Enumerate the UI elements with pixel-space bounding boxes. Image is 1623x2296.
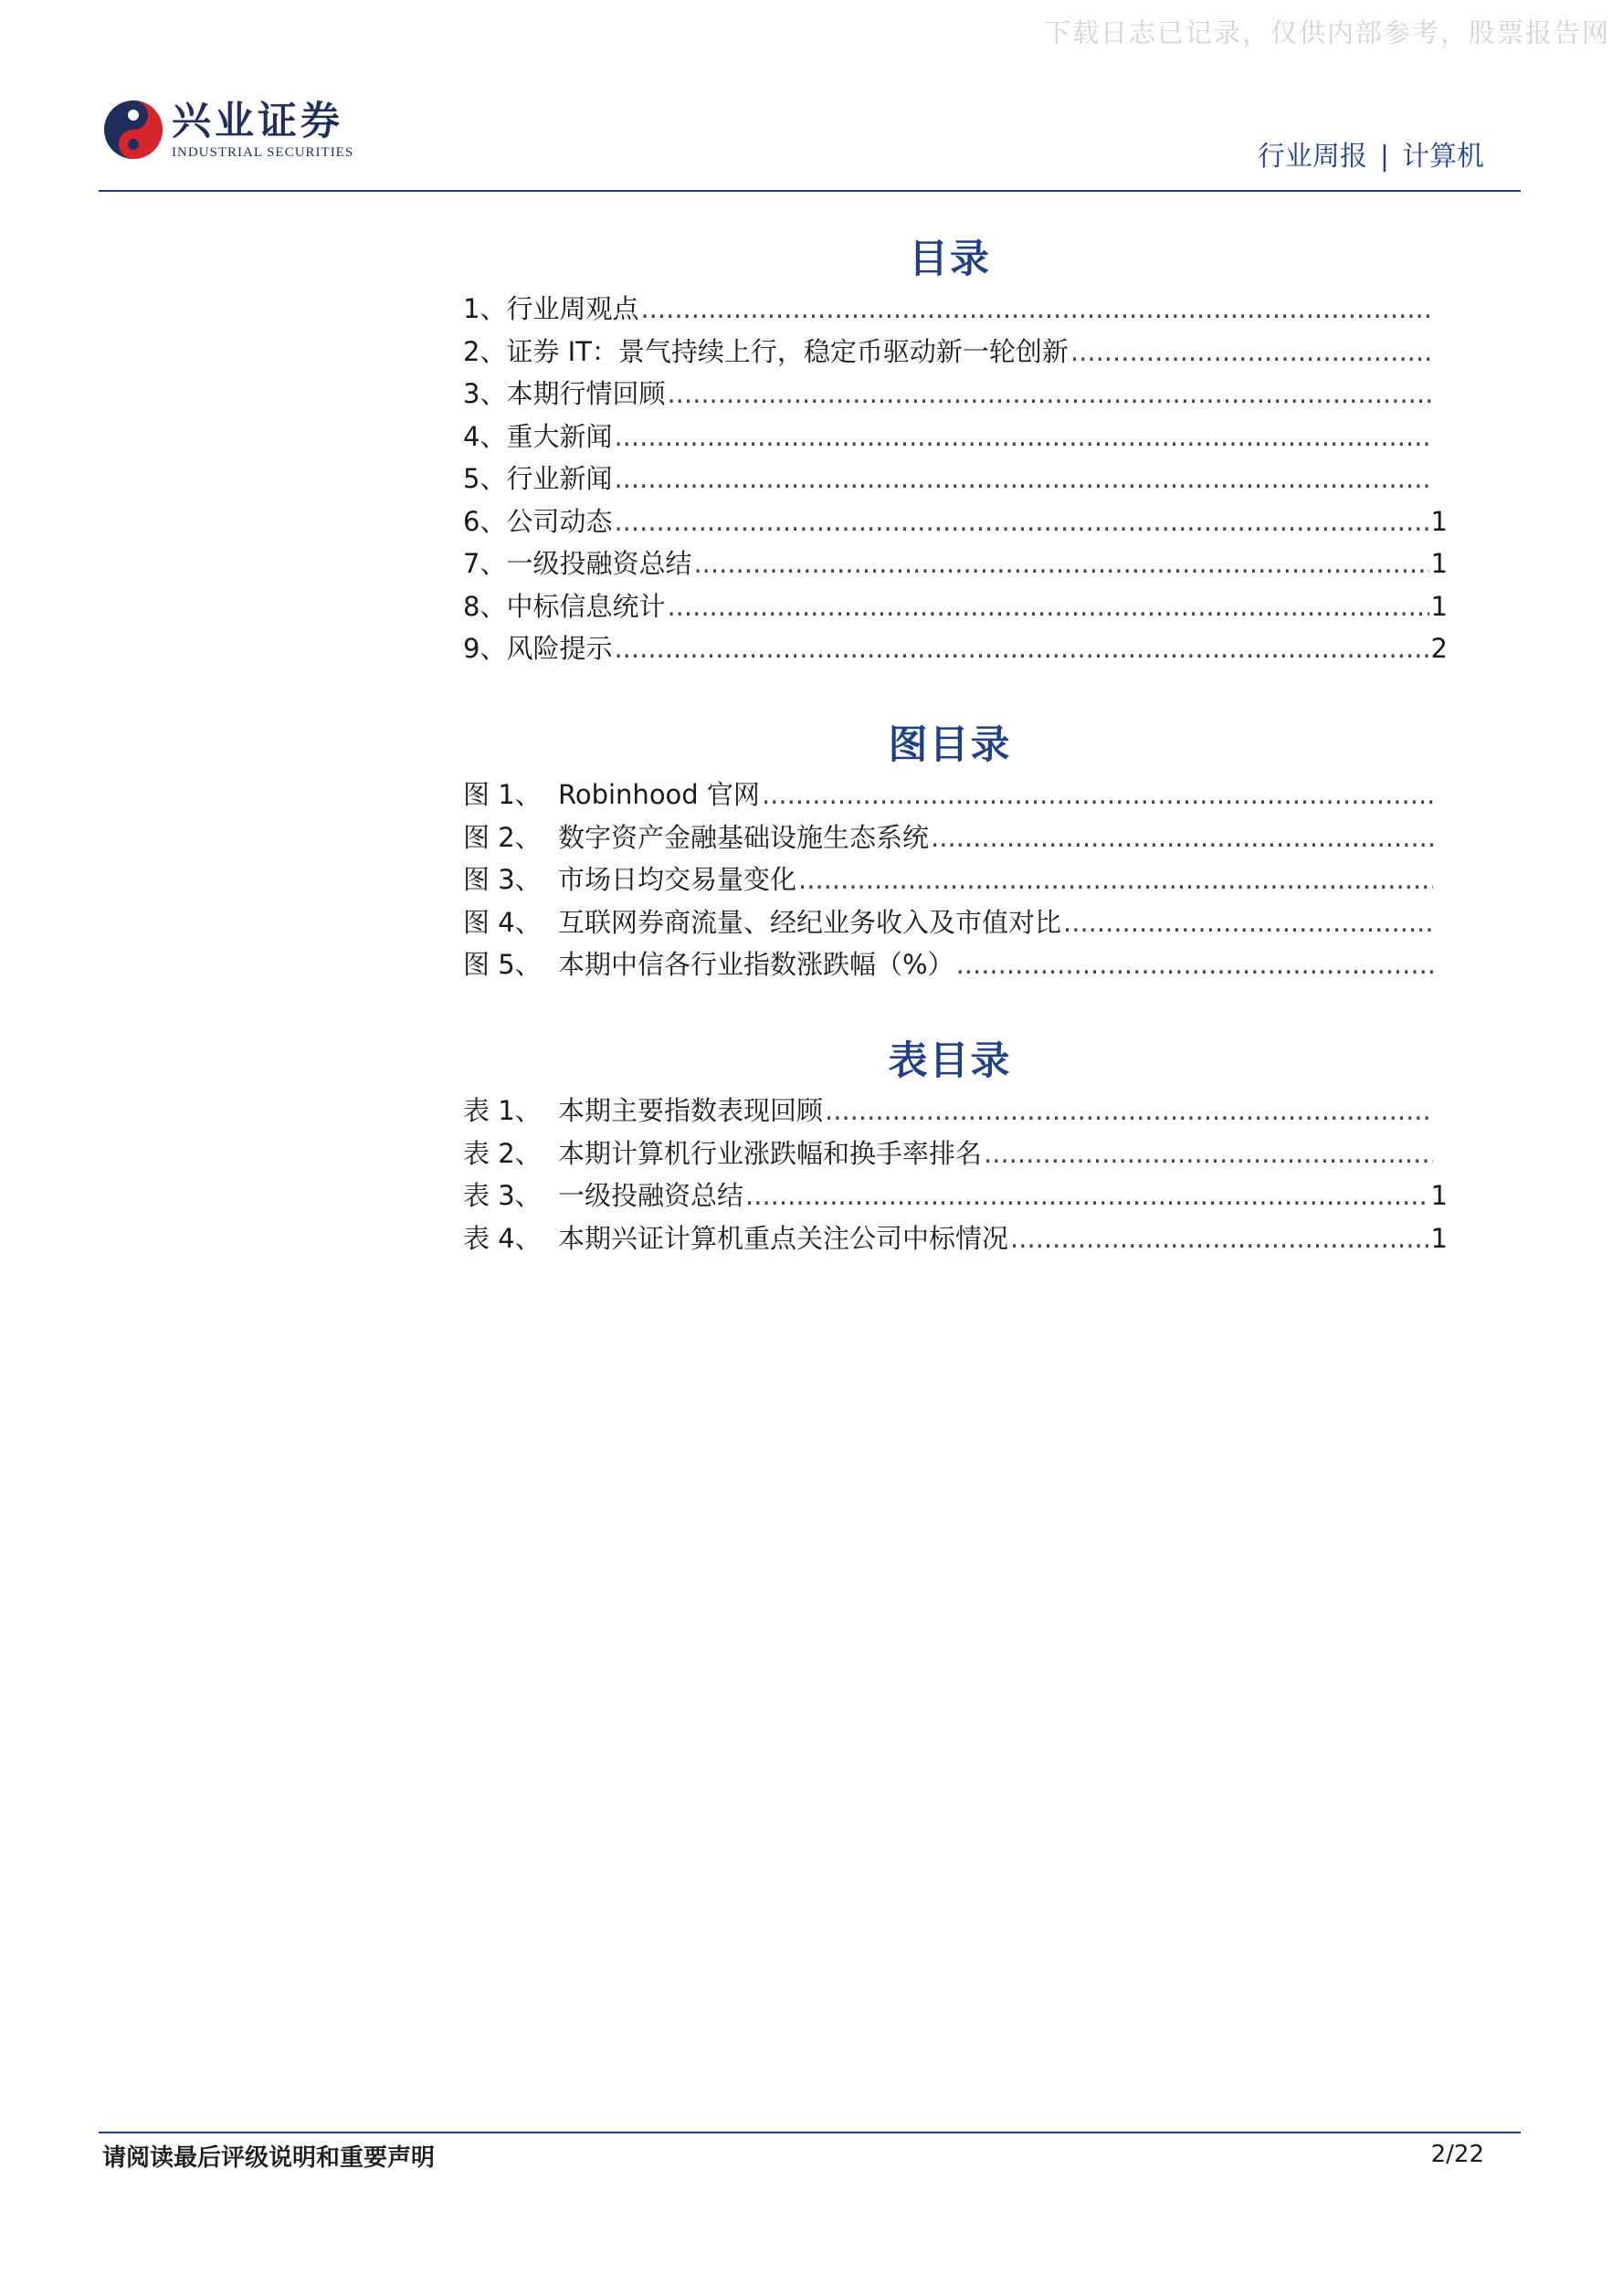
report-sector: 计算机 <box>1402 141 1484 173</box>
footer-divider <box>99 2132 1521 2133</box>
toc-title: 目录 <box>909 237 991 282</box>
logo-english-name: INDUSTRIAL SECURITIES <box>172 144 354 160</box>
toc-list <box>463 289 1448 671</box>
toc-item[interactable]: 7、一级投融资总结 ..... 1 <box>463 543 1448 586</box>
footer-disclaimer: 请阅读最后评级说明和重要声明 <box>102 2144 436 2172</box>
figure-list-item[interactable]: 图 2、 数字资产金融基础设施生态系统 ..... <box>463 817 1448 860</box>
table-list-item[interactable]: 表 2、 本期计算机行业涨跌幅和换手率排名 ..... <box>463 1133 1448 1176</box>
figure-list-item[interactable]: 图 4、 互联网券商流量、经纪业务收入及市值对比 ..... <box>463 902 1448 945</box>
table-list-item[interactable]: 表 1、 本期主要指数表现回顾 ..... <box>463 1090 1448 1133</box>
figure-list-item[interactable]: 图 5、 本期中信各行业指数涨跌幅（%） ..... <box>463 944 1448 987</box>
header-separator: | <box>1379 141 1389 173</box>
company-logo <box>102 99 353 161</box>
toc-item[interactable]: 8、中标信息统计 ..... 1 <box>463 586 1448 629</box>
watermark-text: 下载日志已记录，仅供内部参考，股票报告网 <box>1043 17 1610 48</box>
table-list-title: 表目录 <box>888 1038 1012 1084</box>
figure-list <box>463 774 1448 987</box>
report-type: 行业周报 <box>1257 141 1367 173</box>
logo-chinese-name: 兴业证券 <box>172 98 343 144</box>
table-list <box>463 1090 1448 1260</box>
toc-item[interactable]: 2、证券 IT：景气持续上行，稳定币驱动新一轮创新 ..... <box>463 332 1448 374</box>
toc-item[interactable]: 4、重大新闻 ..... <box>463 416 1448 459</box>
toc-item[interactable]: 1、行业周观点 ..... <box>463 289 1448 332</box>
table-list-item[interactable]: 表 3、 一级投融资总结 ..... 1 <box>463 1175 1448 1218</box>
toc-item[interactable]: 6、公司动态 ..... 1 <box>463 501 1448 544</box>
page-number: 2/22 <box>1430 2141 1484 2168</box>
toc-item[interactable]: 5、行业新闻 ..... <box>463 458 1448 501</box>
logo-emblem-icon <box>102 99 164 161</box>
header-divider <box>99 190 1521 192</box>
figure-list-item[interactable]: 图 3、 市场日均交易量变化 ..... <box>463 859 1448 902</box>
figure-list-item[interactable]: 图 1、 Robinhood 官网 ..... <box>463 774 1448 817</box>
figure-list-title: 图目录 <box>888 722 1012 768</box>
toc-item[interactable]: 3、本期行情回顾 ..... <box>463 374 1448 416</box>
toc-item[interactable]: 9、风险提示 ..... 2 <box>463 628 1448 671</box>
table-list-item[interactable]: 表 4、 本期兴证计算机重点关注公司中标情况 ..... 1 <box>463 1218 1448 1261</box>
report-category <box>1258 133 1484 174</box>
